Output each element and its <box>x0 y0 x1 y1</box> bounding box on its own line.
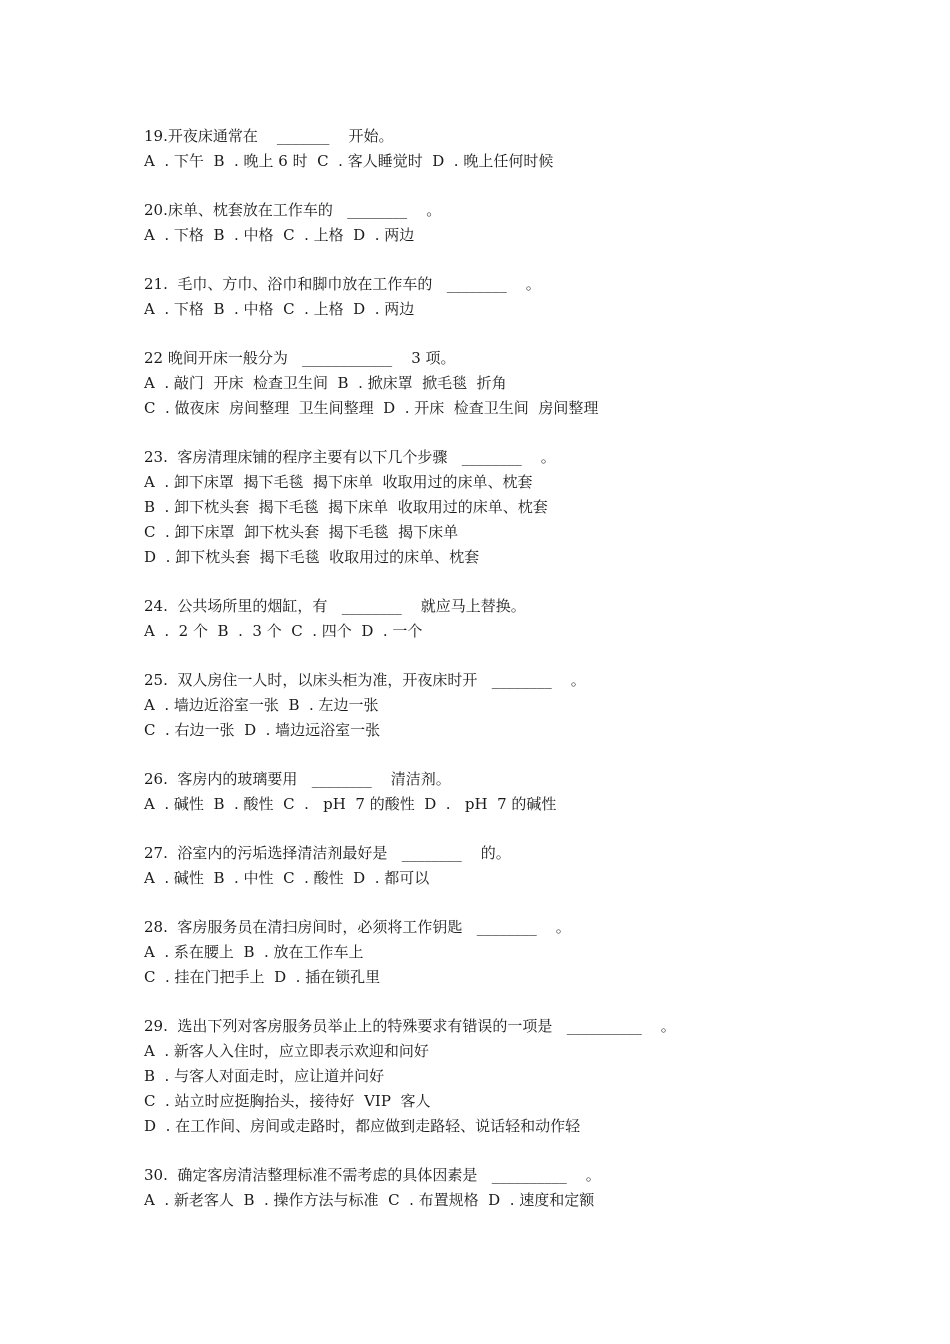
question-stem: 20.床单、枕套放在工作车的 ________ 。 <box>144 201 442 219</box>
question-block <box>144 841 924 891</box>
question-options: A . 卸下床罩 揭下毛毯 揭下床单 收取用过的床单、枕套 <box>144 473 533 491</box>
question-options: D . 在工作间、房间或走路时，都应做到走路轻、说话轻和动作轻 <box>144 1117 581 1135</box>
question-block <box>144 1163 924 1213</box>
question-options: A . 2 个 B . 3 个 C . 四个 D . 一个 <box>144 622 423 640</box>
question-block <box>144 198 924 248</box>
question-options: A . 碱性 B . 酸性 C . pH 7 的酸性 D . pH 7 的碱性 <box>144 795 557 813</box>
question-options: C . 卸下床罩 卸下枕头套 揭下毛毯 揭下床单 <box>144 523 459 541</box>
question-stem: 19.开夜床通常在 _______ 开始。 <box>144 127 394 145</box>
question-options: D . 卸下枕头套 揭下毛毯 收取用过的床单、枕套 <box>144 548 480 566</box>
question-block <box>144 594 924 644</box>
question-stem: 27. 浴室内的污垢选择清洁剂最好是 ________ 的。 <box>144 844 511 862</box>
question-stem: 29. 选出下列对客房服务员举止上的特殊要求有错误的一项是 __________ 。 <box>144 1017 676 1035</box>
question-options: C . 做夜床 房间整理 卫生间整理 D . 开床 检查卫生间 房间整理 <box>144 399 599 417</box>
question-options: A . 新老客人 B . 操作方法与标准 C . 布置规格 D . 速度和定额 <box>144 1191 595 1209</box>
question-block <box>144 767 924 817</box>
question-stem: 21. 毛巾、方巾、浴巾和脚巾放在工作车的 ________ 。 <box>144 275 541 293</box>
question-options: A . 墙边近浴室一张 B . 左边一张 <box>144 696 379 714</box>
question-options: C . 挂在门把手上 D . 插在锁孔里 <box>144 968 381 986</box>
question-options: C . 右边一张 D . 墙边远浴室一张 <box>144 721 381 739</box>
question-block <box>144 915 924 990</box>
question-block <box>144 445 924 570</box>
question-block <box>144 1014 924 1139</box>
question-stem: 25. 双人房住一人时，以床头柜为准，开夜床时开 ________ 。 <box>144 671 586 689</box>
question-block <box>144 346 924 421</box>
question-stem: 24. 公共场所里的烟缸，有 ________ 就应马上替换。 <box>144 597 526 615</box>
question-stem: 26. 客房内的玻璃要用 ________ 清洁剂。 <box>144 770 451 788</box>
question-options: A . 敲门 开床 检查卫生间 B . 掀床罩 掀毛毯 折角 <box>144 374 507 392</box>
question-options: A . 新客人入住时，应立即表示欢迎和问好 <box>144 1042 429 1060</box>
question-stem: 22 晚间开床一般分为 ____________ 3 项。 <box>144 349 456 367</box>
question-stem: 28. 客房服务员在清扫房间时，必须将工作钥匙 ________ 。 <box>144 918 571 936</box>
question-list <box>144 124 924 1237</box>
question-options: A . 碱性 B . 中性 C . 酸性 D . 都可以 <box>144 869 430 887</box>
question-block <box>144 272 924 322</box>
question-options: B . 卸下枕头套 揭下毛毯 揭下床单 收取用过的床单、枕套 <box>144 498 548 516</box>
question-block <box>144 124 924 174</box>
question-stem: 23. 客房清理床铺的程序主要有以下几个步骤 ________ 。 <box>144 448 556 466</box>
question-block <box>144 668 924 743</box>
question-options: A . 系在腰上 B . 放在工作车上 <box>144 943 364 961</box>
question-options: C . 站立时应挺胸抬头，接待好 VIP 客人 <box>144 1092 431 1110</box>
question-options: A . 下格 B . 中格 C . 上格 D . 两边 <box>144 300 415 318</box>
question-stem: 30. 确定客房清洁整理标准不需考虑的具体因素是 __________ 。 <box>144 1166 601 1184</box>
question-options: A . 下午 B . 晚上 6 时 C . 客人睡觉时 D . 晚上任何时候 <box>144 152 554 170</box>
question-options: A . 下格 B . 中格 C . 上格 D . 两边 <box>144 226 415 244</box>
question-options: B . 与客人对面走时，应让道并问好 <box>144 1067 385 1085</box>
